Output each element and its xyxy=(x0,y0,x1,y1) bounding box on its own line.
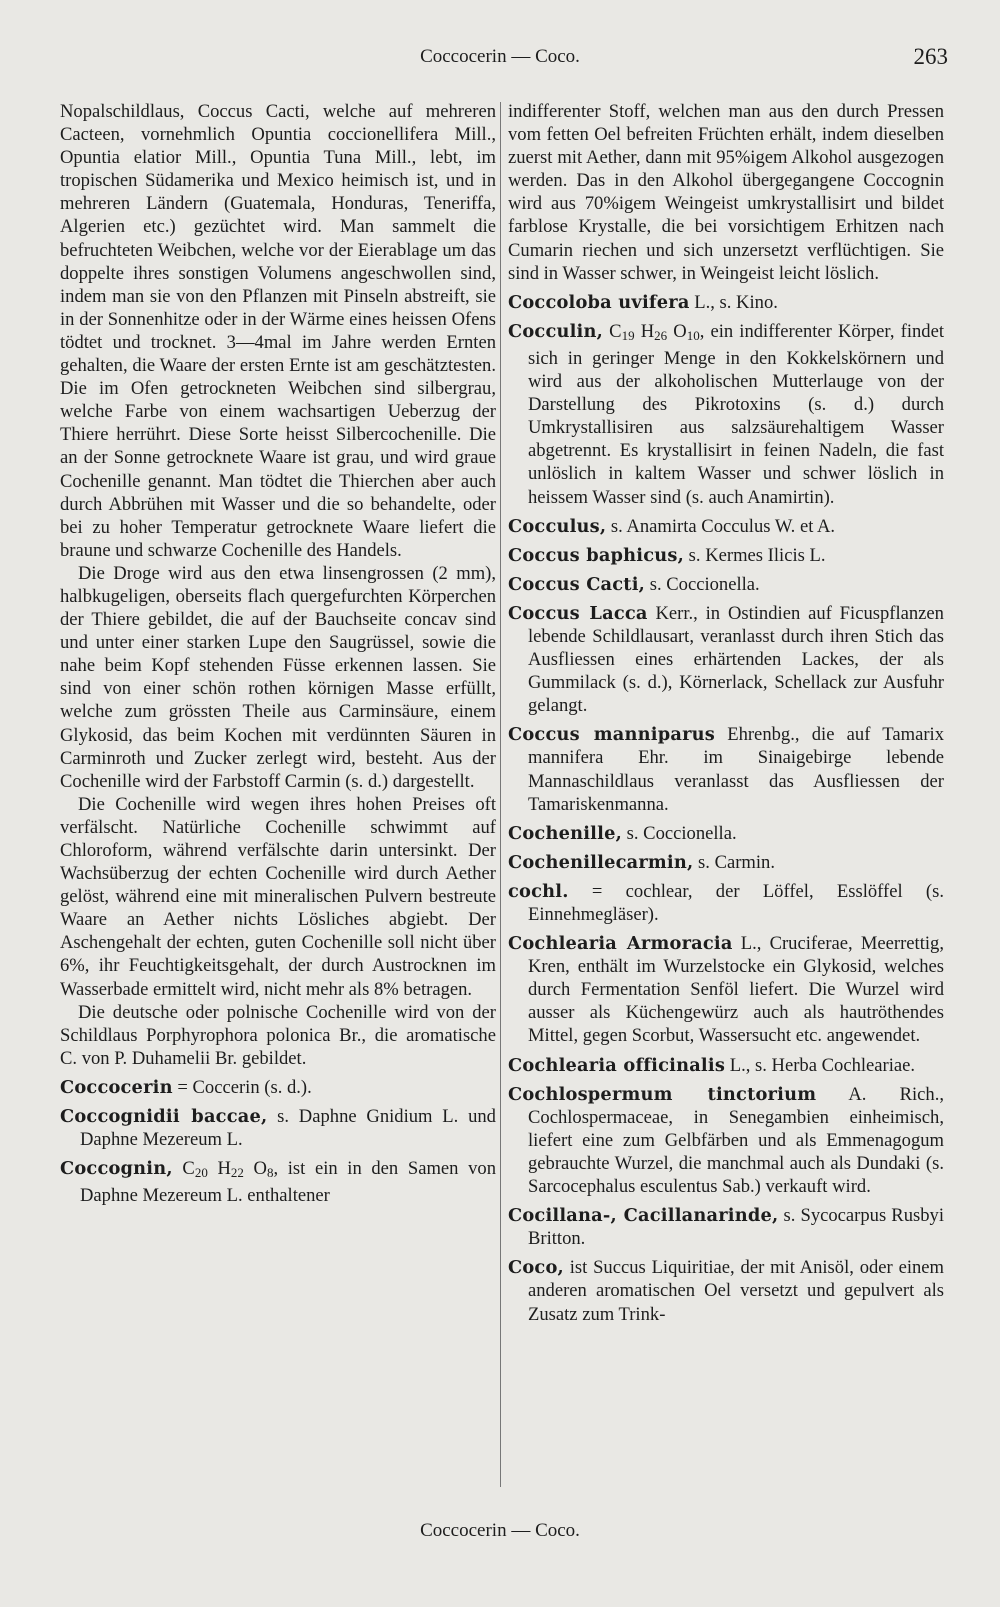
dictionary-entry xyxy=(60,1076,496,1099)
entry-text: L., s. Kino. xyxy=(689,291,778,313)
entry-lemma: Cocillana-, Cacillanarinde, xyxy=(508,1205,779,1227)
dictionary-entry xyxy=(508,544,944,567)
entry-text: s. Kermes Ilicis L. xyxy=(684,544,826,566)
entry-text: ist Succus Liquiritiae, der mit Anisöl, oder einem anderen aromatischen Oel versetzt und gepulvert als Zusatz zum Trink- xyxy=(528,1257,944,1325)
paragraph: Die Droge wird aus den etwa linsengrossen (2 mm), halbkugeligen, oberseits flach quergefurchten Körperchen der Thiere gebildet, die auf der Bauchseite concav sind und unter einer starken Lupe den Saugrüssel, sowie die nahe beim Kopf stehenden Füsse erkennen lassen. Sie sind von einer schön rothen körnigen Masse erfüllt, welche zum grössten Theile aus Carminsäure, einem Glykosid, das beim Kochen mit verdünnten Säuren in Carminroth und Zucker zerlegt wird, besteht. Aus der Cochenille wird der Farbstoff Carmin (s. d.) dargestellt. xyxy=(60,562,496,792)
dictionary-entry xyxy=(508,320,944,509)
entry-lemma: Cochenillecarmin, xyxy=(508,851,694,873)
entry-text: A. Rich., Cochlospermaceae, in Senegambien einheimisch, liefert eine zum Gelbfärben und als Emmenagogum gebrauchte Wurzel, die manchmal auch als Dundaki (s. Sarcocephalus esculentus Sab.) verkauft wird. xyxy=(528,1083,945,1198)
left-column xyxy=(60,100,496,1207)
entry-text: s. Carmin. xyxy=(693,851,775,873)
entry-lemma: Coccus manniparus xyxy=(508,724,715,746)
entry-text: , ist ein in den Samen von Daphne Mezereum L. enthaltener xyxy=(80,1158,496,1207)
entry-lemma: Cochlearia Armoracia xyxy=(508,933,733,955)
paragraph: indifferenter Stoff, welchen man aus den durch Pressen vom fetten Oel befreiten Früchten erhält, indem dieselben zuerst mit Aether, dann mit 95%igem Alkohol ausgezogen werden. Das in den Alkohol übergegangene Coccognin wird aus 70%igem Weingeist umkrystallisirt und bildet farblose Krystalle, die bei vorsichtigem Erhitzen nach Cumarin riechen und sich unzersetzt verflüchtigen. Sie sind in Wasser schwer, in Weingeist leicht löslich. xyxy=(508,101,944,284)
dictionary-entry xyxy=(508,822,944,845)
entry-lemma: cochl. xyxy=(508,880,569,902)
entry-lemma: Coccus Lacca xyxy=(508,602,648,624)
dictionary-entry xyxy=(508,932,944,1047)
dictionary-entry xyxy=(60,1157,496,1207)
dictionary-entry xyxy=(508,851,944,874)
dictionary-entry xyxy=(60,1105,496,1151)
column-divider xyxy=(500,102,501,1487)
entry-lemma: Coccognidii baccae, xyxy=(60,1106,268,1128)
entry-text: s. Coccionella. xyxy=(621,822,737,844)
page-number: 263 xyxy=(913,44,948,69)
entry-lemma: Coccocerin xyxy=(60,1076,173,1098)
entry-lemma: Cocculin, xyxy=(508,320,604,342)
dictionary-entry xyxy=(508,723,944,815)
entry-text: s. Coccionella. xyxy=(645,573,760,595)
dictionary-entry xyxy=(508,291,944,314)
entry-text: , ein indifferenter Körper, findet sich in geringer Menge in den Kokkelskörnern und wird aus der alkoholischen Mutterlauge von der Darstellung des Pikrotoxins (s. d.) durch Umkrystallisiren aus salzsäurehaltigem Wasser abgetrennt. Es krystallisirt in feinen Nadeln, die fast unlöslich in kaltem Wasser und schwer löslich in heissem Wasser sind (s. auch Anamirtin). xyxy=(528,320,945,508)
paragraph: Die deutsche oder polnische Cochenille wird von der Schildlaus Porphyrophora polonica Br., die aromatische C. von P. Duhamelii Br. gebildet. xyxy=(60,1001,496,1069)
dictionary-entry xyxy=(508,1083,944,1198)
entry-lemma: Coccus baphicus, xyxy=(508,544,685,566)
chemical-formula: $C_{20}$ $H_{22}$ $O_8$ xyxy=(182,1158,274,1181)
entry-text: s. Anamirta Cocculus W. et A. xyxy=(606,515,836,537)
entry-text: Kerr., in Ostindien auf Ficuspflanzen lebende Schildlausart, veranlasst durch ihren Stich das Ausfliessen eines erhärtenden Lackes, der als Gummilack (s. d.), Körnerlack, Schellack zur Ausfuhr gelangt. xyxy=(528,602,944,717)
paragraph: Nopalschildlaus, Coccus Cacti, welche auf mehreren Cacteen, vornehmlich Opuntia coccionellifera Mill., Opuntia elatior Mill., Opuntia Tuna Mill., lebt, im tropischen Südamerika und Mexico heimisch ist, und in mehreren Ländern (Guatemala, Honduras, Teneriffa, Algerien etc.) gezüchtet wird. Man sammelt die befruchteten Weibchen, welche vor der Eierablage um das doppelte ihres sonstigen Volumens angeschwollen sind, indem man sie von den Pflanzen mit Pinseln abstreift, sie in der Sonnenhitze oder in der Wärme eines heissen Ofens tödtet und trocknet. 3—4mal im Jahre werden Ernten gehalten, die Waare der ersten Ernte ist am geschätztesten. Die im Ofen getrockneten Weibchen sind silbergrau, welche Farbe von einem wachsartigen Ueberzug der Thiere herrührt. Diese Sorte heisst Silbercochenille. Die an der Sonne getrocknete Waare ist grau, und wird graue Cochenille genannt. Man tödtet die Thierchen aber auch durch Abbrühen mit Wasser und die so behandelte, oder bei zu hoher Temperatur getrocknete Waare liefert die braune und schwarze Cochenille des Handels. xyxy=(60,101,496,561)
entry-lemma: Coco, xyxy=(508,1257,564,1279)
running-header: Coccocerin — Coco. xyxy=(420,46,580,67)
dictionary-entry xyxy=(508,1256,944,1325)
dictionary-entry xyxy=(508,1054,944,1077)
dictionary-entry xyxy=(508,1204,944,1250)
dictionary-entry xyxy=(508,573,944,596)
running-footer: Coccocerin — Coco. xyxy=(420,1520,580,1541)
entry-text: L., Cruciferae, Meerrettig, Kren, enthält im Wurzelstocke ein Glykosid, welches durch Fermentation Senföl liefert. Die Wurzel wird ausser als Küchengewürz auch als hautröthendes Mittel, gegen Scorbut, Wassersucht etc. angewendet. xyxy=(528,933,944,1047)
entry-text: L., s. Herba Cochleariae. xyxy=(725,1054,916,1076)
entry-lemma: Cochlearia officinalis xyxy=(508,1054,726,1076)
entry-lemma: Coccognin, xyxy=(60,1158,173,1180)
dictionary-entry xyxy=(508,880,944,926)
entry-lemma: Cochenille, xyxy=(508,822,622,844)
entry-text: Ehrenbg., die auf Tamarix mannifera Ehr. im Sinaigebirge lebende Mannaschildlaus veranlasst das Ausfliessen der Tamariskenmanna. xyxy=(528,724,944,815)
dictionary-entry xyxy=(508,602,944,717)
entry-lemma: Coccoloba uvifera xyxy=(508,291,690,313)
entry-lemma: Coccus Cacti, xyxy=(508,573,646,595)
entry-text: s. Daphne Gnidium L. und Daphne Mezereum L. xyxy=(80,1106,496,1151)
entry-text: = cochlear, der Löffel, Esslöffel (s. Einnehmegläser). xyxy=(528,880,944,925)
entry-text: s. Sycocarpus Rusbyi Britton. xyxy=(528,1205,944,1250)
paragraph: Die Cochenille wird wegen ihres hohen Preises oft verfälscht. Natürliche Cochenille schwimmt auf Chloroform, während verfälschte darin untersinkt. Der Wachsüberzug der echten Cochenille wird durch Aether gelöst, während eine mit mineralischen Pulvern bestreute Waare an Aether nichts Lösliches abgiebt. Der Aschengehalt der echten, guten Cochenille soll nicht über 6%, ihr Feuchtigkeitsgehalt, der durch Austrocknen im Wasserbade ermittelt wird, nicht mehr als 8% betragen. xyxy=(60,793,496,1000)
entry-lemma: Cochlospermum tinctorium xyxy=(508,1083,817,1105)
entry-text: = Coccerin (s. d.). xyxy=(172,1076,312,1098)
right-column xyxy=(508,100,944,1326)
entry-lemma: Cocculus, xyxy=(508,515,607,537)
dictionary-entry xyxy=(508,515,944,538)
chemical-formula: $C_{19}$ $H_{26}$ $O_{10}$ xyxy=(609,320,700,343)
